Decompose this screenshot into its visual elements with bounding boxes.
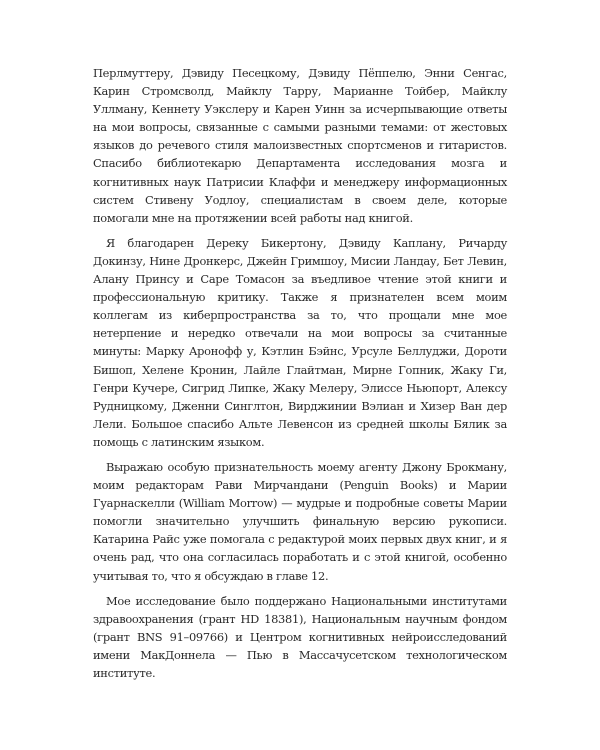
paragraph-agent-editors-thanks: Выражаю особую признательность моему агенту Джону Брокману, моим редакторам Рави Мирчандани (Penguin Books) и Марии Гуарнаскелли (William Morrow) — мудрые и подробные советы Марии помогли значительно улучшить финальную версию рукописи. Катарина Райс уже помогала с редактурой моих первых двух книг, и я очень рад, что она согласилась поработать и с этой книгой, особенно учитывая то, что я обсуждаю в главе 12. xyxy=(93,459,507,583)
page-text xyxy=(93,64,507,689)
paragraph-research-funding: Мое исследование было поддержано Национальными институтами здравоохранения (грант HD 18381), Национальным научным фондом (грант BNS 91–09766) и Центром когнитивных нейроисследований имени МакДоннела — Пью в Массачусетском технологическом институте. xyxy=(93,593,507,680)
paragraph-reviewers-thanks: Я благодарен Дереку Бикертону, Дэвиду Каплану, Ричарду Докинзу, Нине Дронкерс, Джейн Гримшоу, Мисии Ландау, Бет Левин, Алану Принсу и Саре Томасон за въедливое чтение этой книги и профессиональную критику. Также я признателен всем моим коллегам из киберпространства за то, что прощали мне мое нетерпение и нередко отвечали на мои вопросы за считанные минуты: Марку Аронофф у, Кэтлин Бэйнс, Урсуле Беллуджи, Дороти Бишоп, Хелене Кронин, Лайле Глайтман, Мирне Гопник, Жаку Ги, Генри Кучере, Сигрид Липке, Жаку Мелеру, Элиссе Ньюпорт, Алексу Рудницкому, Дженни Синглтон, Вирджинии Вэлиан и Хизер Ван дер Лели. Большое спасибо Альте Левенсон из средней школы Бялик за помощь с латинским языком. xyxy=(93,235,507,449)
paragraph-continued-acknowledgements: Перлмуттеру, Дэвиду Песецкому, Дэвиду Пёппелю, Энни Сенгас, Карин Стромсволд, Майклу Тарру, Марианне Тойбер, Майклу Уллману, Кеннету Уэкслеру и Карен Уинн за исчерпывающие ответы на мои вопросы, связанные с самыми разными темами: от жестовых языков до речевого стиля малоизвестных спортсменов и гитаристов. Спасибо библиотекарю Департамента исследования мозга и когнитивных наук Патрисии Клаффи и менеджеру информационных систем Стивену Уодлоу, специалистам в своем деле, которые помогали мне на протяжении всей работы над книгой. xyxy=(93,66,507,225)
